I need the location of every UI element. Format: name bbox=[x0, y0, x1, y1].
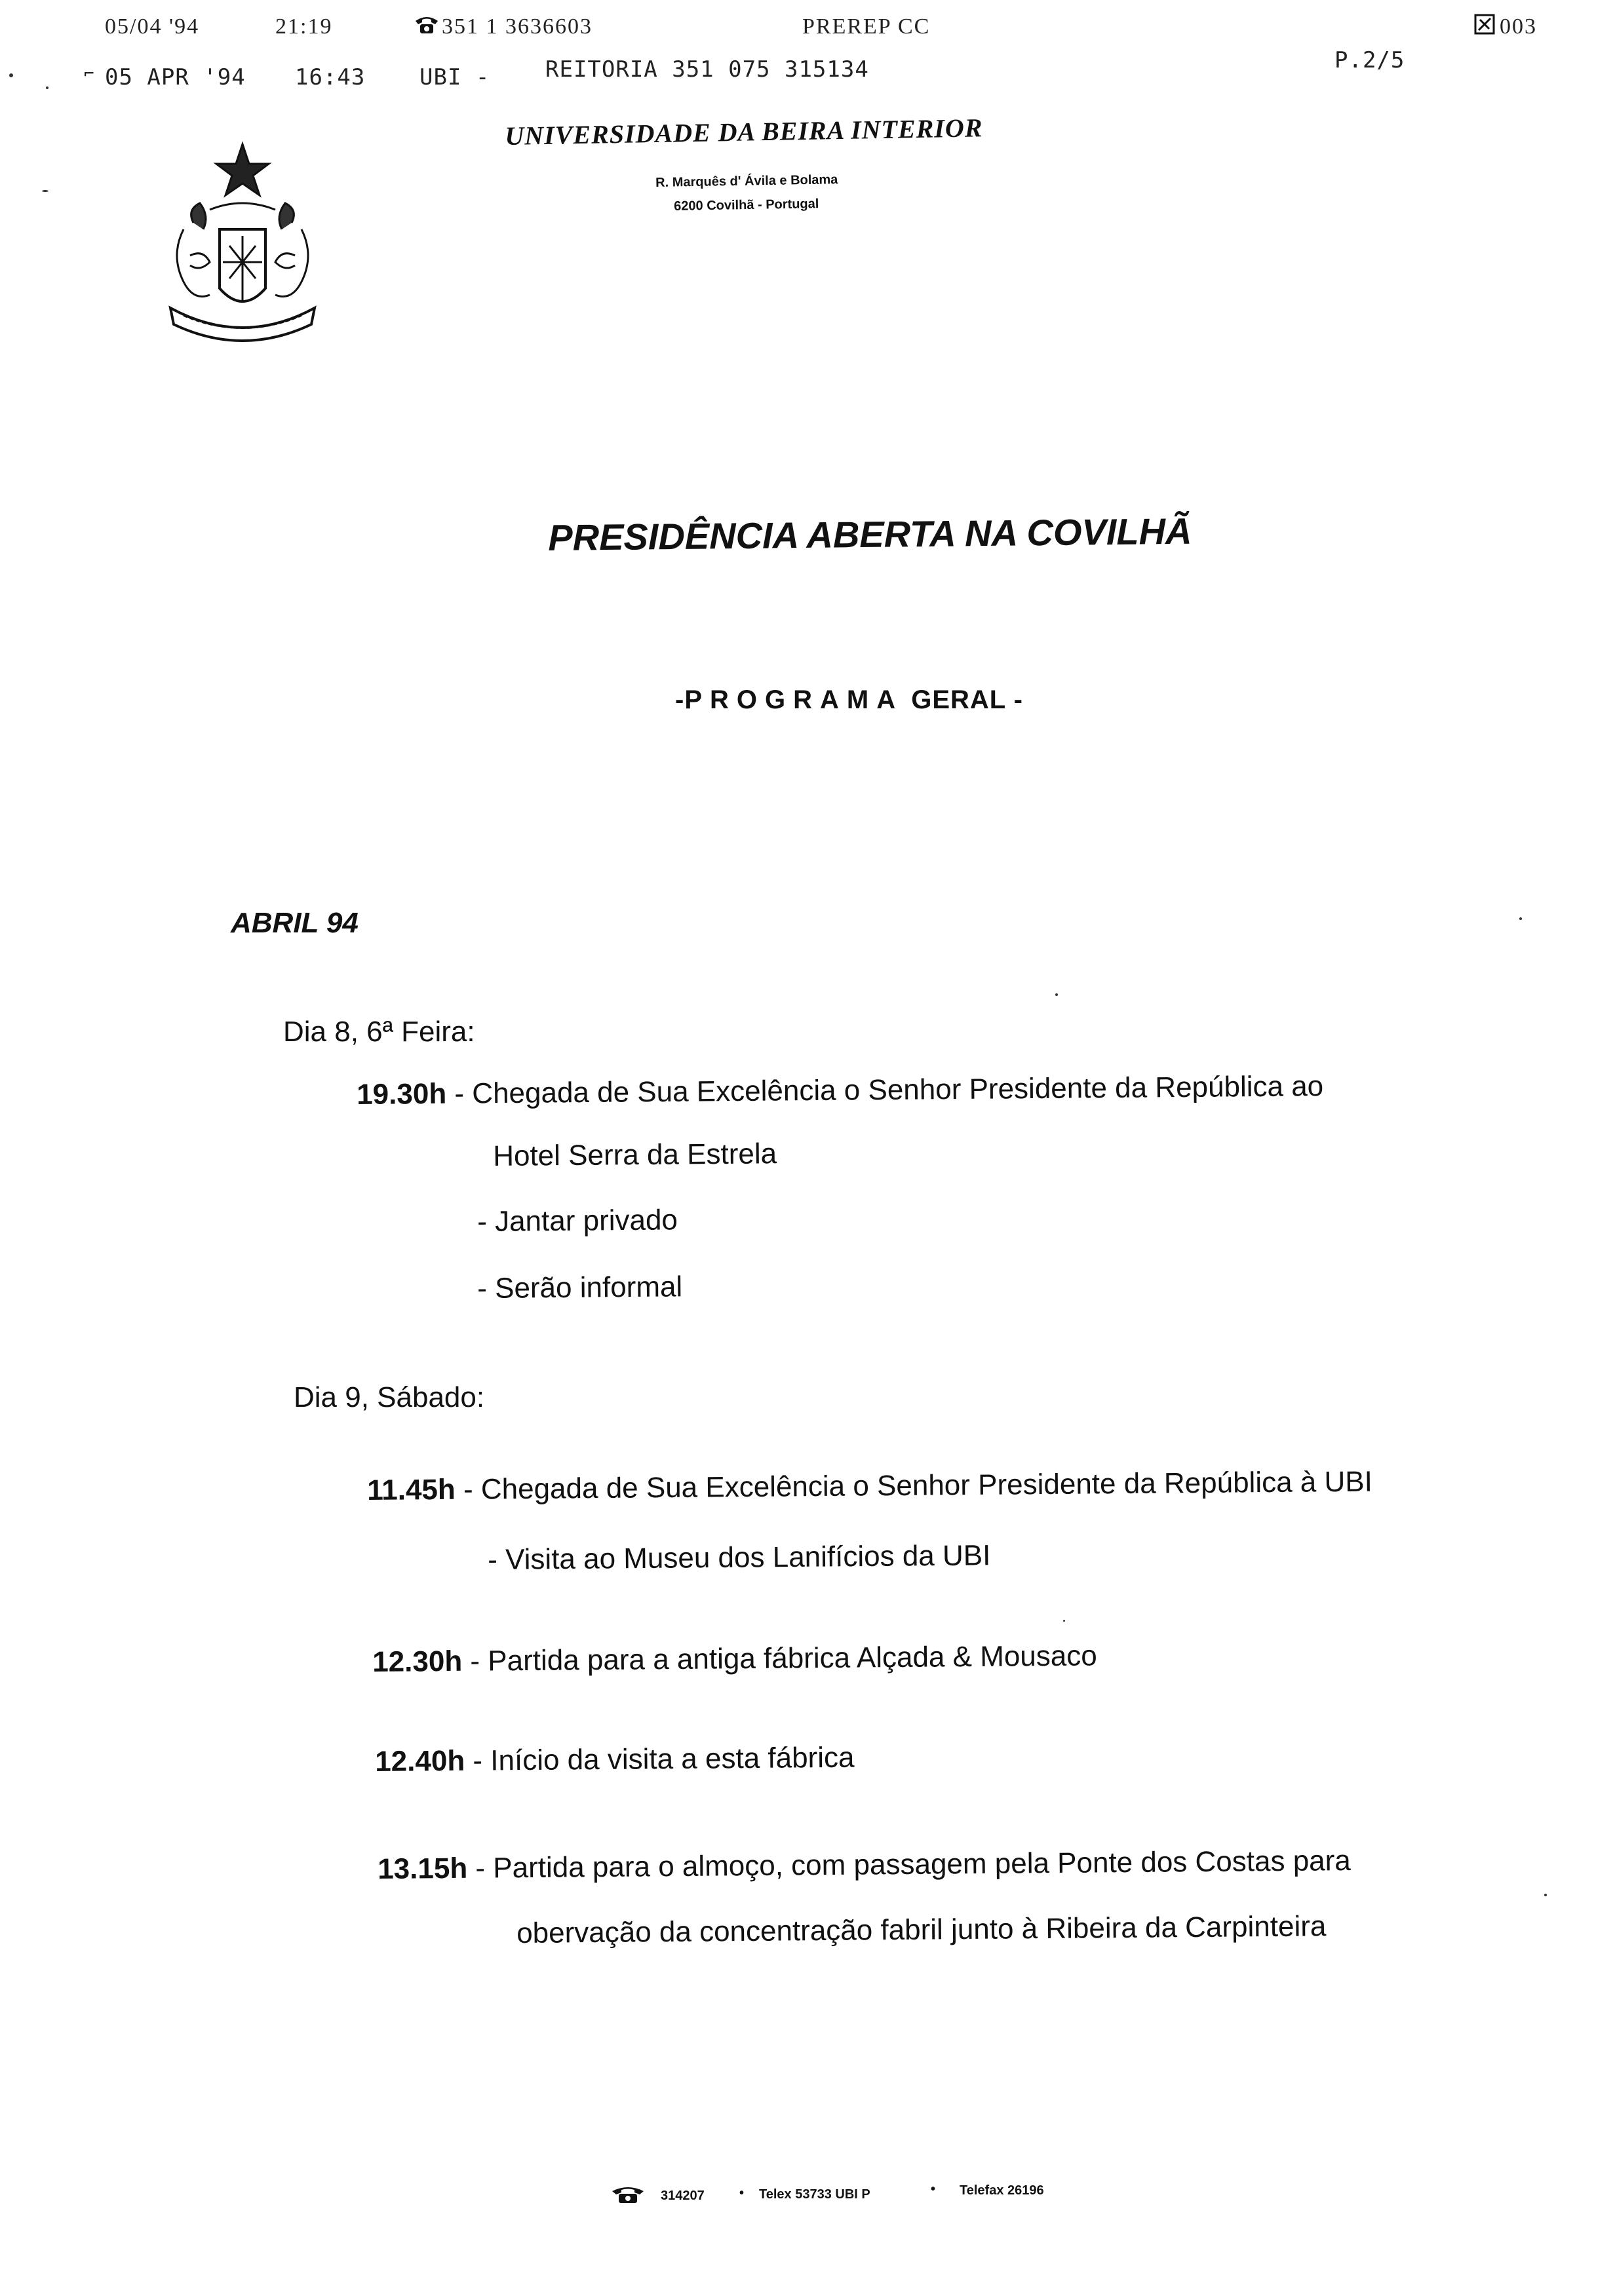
fax-page-icon bbox=[1473, 13, 1496, 39]
schedule-time: 12.40h bbox=[375, 1744, 465, 1778]
fax-mark: ⌐ bbox=[84, 64, 95, 84]
scan-speck bbox=[1055, 993, 1058, 996]
schedule-subitem: - Visita ao Museu dos Lanifícios da UBI bbox=[488, 1539, 991, 1576]
subtitle-program: PROGRAMA bbox=[684, 685, 904, 714]
subtitle-rest: GERAL - bbox=[903, 685, 1023, 714]
schedule-text: - Início da visita a esta fábrica bbox=[464, 1741, 855, 1777]
scan-speck bbox=[1519, 917, 1522, 920]
month-heading: ABRIL 94 bbox=[231, 907, 359, 939]
fax-sender: UBI - bbox=[419, 64, 490, 90]
schedule-subitem: - Jantar privado bbox=[477, 1204, 678, 1238]
schedule-item bbox=[375, 1742, 855, 1778]
scan-speck bbox=[1063, 1620, 1065, 1622]
fax-time: 16:43 bbox=[295, 64, 366, 90]
day-label: Dia 9, Sábado: bbox=[294, 1381, 485, 1413]
schedule-text: - Partida para a antiga fábrica Alçada & Mousaco bbox=[461, 1639, 1097, 1677]
university-address-line2: 6200 Covilhã - Portugal bbox=[674, 197, 819, 214]
document-subtitle bbox=[675, 685, 1023, 715]
scan-speck bbox=[42, 190, 49, 192]
fax-page-number: 003 bbox=[1500, 14, 1537, 39]
schedule-item bbox=[378, 1845, 1351, 1886]
fax-date: 05 APR '94 bbox=[105, 64, 246, 90]
schedule-item bbox=[372, 1639, 1097, 1679]
scan-speck bbox=[9, 73, 13, 77]
footer-telex: Telex 53733 UBI P bbox=[759, 2187, 870, 2202]
university-coat-of-arms-icon bbox=[157, 138, 328, 357]
footer-telefax: Telefax 26196 bbox=[960, 2183, 1044, 2198]
day-label: Dia 8, 6ª Feira: bbox=[283, 1016, 475, 1048]
fax-date: 05/04 '94 bbox=[105, 14, 200, 39]
schedule-time: 19.30h bbox=[357, 1077, 447, 1111]
schedule-subitem: - Serão informal bbox=[477, 1271, 683, 1305]
footer-separator: • bbox=[739, 2186, 745, 2200]
scan-speck bbox=[46, 86, 49, 89]
fax-time: 21:19 bbox=[275, 14, 333, 39]
fax-phone: 351 1 3636603 bbox=[442, 14, 593, 39]
schedule-text: - Chegada de Sua Excelência o Senhor Presidente da República ao bbox=[446, 1070, 1324, 1110]
telephone-icon bbox=[611, 2185, 645, 2208]
footer-separator: • bbox=[931, 2182, 936, 2196]
schedule-item bbox=[367, 1466, 1372, 1507]
university-name: UNIVERSIDADE DA BEIRA INTERIOR bbox=[505, 113, 983, 151]
university-address-line1: R. Marquês d' Ávila e Bolama bbox=[655, 172, 838, 190]
fax-sender-detail: REITORIA 351 075 315134 bbox=[545, 56, 869, 83]
schedule-continuation: Hotel Serra da Estrela bbox=[493, 1138, 777, 1172]
schedule-time: 11.45h bbox=[367, 1473, 456, 1506]
document-title: PRESIDÊNCIA ABERTA NA COVILHÃ bbox=[548, 510, 1192, 558]
scan-speck bbox=[1544, 1894, 1547, 1896]
schedule-time: 13.15h bbox=[378, 1852, 468, 1885]
schedule-text: - Chegada de Sua Excelência o Senhor Presidente da República à UBI bbox=[455, 1465, 1373, 1506]
schedule-time: 12.30h bbox=[372, 1645, 463, 1678]
fax-page-count: P.2/5 bbox=[1334, 47, 1405, 73]
fax-sender: PREREP CC bbox=[802, 14, 931, 39]
telephone-icon bbox=[414, 13, 439, 39]
schedule-item bbox=[357, 1070, 1323, 1111]
schedule-text: - Partida para o almoço, com passagem pela Ponte dos Costas para bbox=[467, 1845, 1351, 1885]
footer-phone: 314207 bbox=[661, 2189, 705, 2203]
subtitle-lead: - bbox=[675, 685, 685, 714]
schedule-continuation: obervação da concentração fabril junto à Ribeira da Carpinteira bbox=[516, 1910, 1327, 1949]
